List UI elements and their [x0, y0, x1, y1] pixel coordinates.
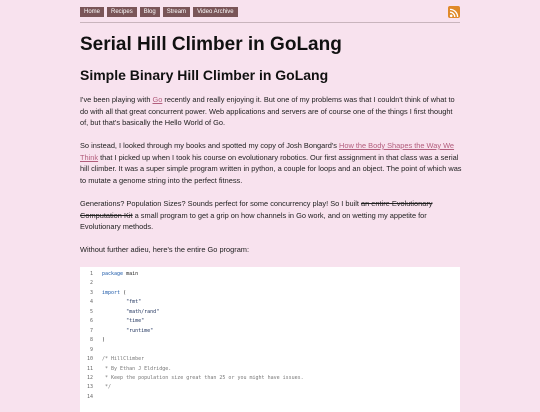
code-token: "time": [126, 318, 145, 325]
paragraph-books-text: So instead, I looked through my books and spotted my copy of Josh Bongard's: [80, 141, 340, 150]
code-block: [80, 267, 460, 412]
line-number: 3: [89, 289, 93, 296]
nav-recipes[interactable]: Recipes: [107, 7, 137, 17]
nav-stream[interactable]: Stream: [163, 7, 190, 17]
code-token: [102, 309, 126, 315]
rss-icon-glyph: [448, 7, 460, 18]
nav-video-archive[interactable]: Video Archive: [193, 7, 238, 17]
line-number: 6: [89, 318, 93, 325]
code-token: /* HillClimber: [102, 356, 145, 363]
code-line: [80, 374, 304, 384]
code-line: [80, 383, 111, 393]
code-line: [80, 327, 153, 337]
line-number: 8: [89, 337, 93, 344]
line-number: 5: [89, 308, 93, 315]
code-line: [80, 298, 141, 308]
line-number: 10: [86, 356, 93, 363]
book-link[interactable]: How the Body Shapes the Way We Think: [80, 141, 455, 162]
line-number: 11: [86, 365, 93, 372]
paragraph-concurrency-text: Generations? Population Sizes? Sounds perfect for some concurrency play! So I built: [80, 199, 361, 208]
line-number: 9: [89, 346, 93, 353]
code-token: * By Ethan J Eldridge.: [102, 365, 172, 372]
rss-icon[interactable]: [448, 6, 460, 18]
code-token: [102, 299, 126, 305]
nav-home[interactable]: Home: [80, 7, 104, 17]
paragraph-intro-text: I've been playing with: [80, 95, 153, 104]
paragraph-books-text-rest: that I picked up when I took his course on evolutionary robotics. Our first assignment in that class was a serial hill climber. It was a super simple program written in python, a couple for loops and an object. The point of which was to mutate a genome string into the perfect fitness.: [80, 152, 462, 185]
code-line: [80, 346, 102, 356]
paragraph-concurrency-text-rest: a small program to get a grip on how channels in Go work, and on wetting my appetite for Evolutionary methods.: [80, 210, 427, 231]
code-token: main: [123, 271, 139, 277]
line-number: 14: [86, 393, 93, 400]
struck-text: an entire Evolutionary Computation Kit: [80, 199, 433, 220]
line-number: 4: [89, 299, 93, 306]
code-token: ): [102, 337, 106, 344]
code-token: */: [102, 384, 112, 391]
code-line: [80, 365, 171, 375]
header-divider: [80, 22, 460, 23]
code-token: [102, 318, 126, 324]
code-line: [80, 336, 105, 346]
nav-blog[interactable]: Blog: [140, 7, 160, 17]
code-token: "runtime": [126, 327, 154, 334]
code-line: [80, 308, 159, 318]
code-line: [80, 270, 138, 280]
code-token: package: [102, 271, 124, 277]
code-token: (: [120, 289, 127, 296]
code-line: [80, 393, 102, 403]
code-token: import: [102, 289, 121, 296]
code-token: [102, 328, 126, 334]
code-token: "math/rand": [126, 308, 160, 315]
go-link[interactable]: Go: [152, 95, 163, 104]
paragraph-intro: [80, 94, 462, 129]
code-line: [80, 279, 102, 289]
line-number: 2: [89, 280, 93, 287]
page-title: Serial Hill Climber in GoLang: [80, 34, 342, 55]
top-navigation: [80, 6, 460, 20]
code-line: [80, 355, 144, 365]
post-subtitle: Simple Binary Hill Climber in GoLang: [80, 67, 329, 83]
paragraph-books: [80, 140, 462, 186]
line-number: 7: [89, 327, 93, 334]
code-token: * Keep the population size great than 25 or you might have issues.: [102, 374, 304, 381]
paragraph-intro-text-rest: recently and really enjoying it. But one of my problems was that I couldn't think of what to do with all that great concurrent power. Web applications and servers are of course one of the things I first thought of, but that's basically the Hello World of Go.: [80, 95, 455, 127]
paragraph-outro: Without further adieu, here's the entire Go program:: [80, 245, 250, 254]
code-token: "fmt": [126, 299, 142, 306]
line-number: 13: [86, 384, 93, 391]
paragraph-concurrency: [80, 198, 462, 233]
line-number: 1: [89, 271, 93, 277]
code-line: [80, 289, 126, 299]
line-number: 12: [86, 374, 93, 381]
code-line: [80, 317, 144, 327]
